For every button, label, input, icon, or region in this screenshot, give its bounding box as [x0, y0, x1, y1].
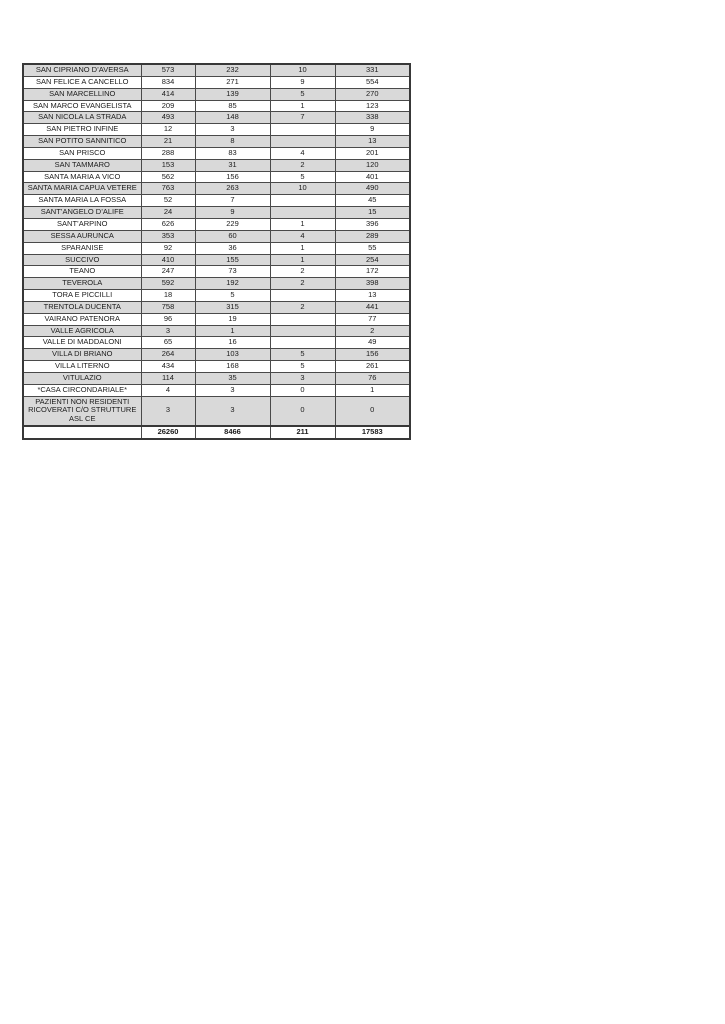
value-cell: 15	[335, 207, 410, 219]
value-cell: 76	[335, 372, 410, 384]
table-row	[23, 100, 410, 112]
table-row	[23, 325, 410, 337]
value-cell: 5	[270, 361, 335, 373]
value-cell: 153	[141, 159, 195, 171]
value-cell: 1	[270, 242, 335, 254]
value-cell: 35	[195, 372, 270, 384]
municipality-name-cell: SANTA MARIA CAPUA VETERE	[23, 183, 141, 195]
value-cell: 289	[335, 230, 410, 242]
value-cell: 398	[335, 278, 410, 290]
value-cell: 434	[141, 361, 195, 373]
value-cell: 2	[270, 301, 335, 313]
value-cell: 13	[335, 136, 410, 148]
value-cell: 4	[270, 147, 335, 159]
value-cell: 5	[195, 290, 270, 302]
value-cell: 1	[270, 254, 335, 266]
table-row	[23, 195, 410, 207]
value-cell	[270, 195, 335, 207]
value-cell: 36	[195, 242, 270, 254]
value-cell: 55	[335, 242, 410, 254]
table-row	[23, 313, 410, 325]
municipality-name-cell: SAN PRISCO	[23, 147, 141, 159]
table-row	[23, 349, 410, 361]
value-cell: 254	[335, 254, 410, 266]
value-cell: 573	[141, 64, 195, 76]
table-row	[23, 396, 410, 426]
table-row	[23, 112, 410, 124]
value-cell: 232	[195, 64, 270, 76]
value-cell: 3	[195, 396, 270, 426]
value-cell	[270, 325, 335, 337]
municipality-name-cell: SAN FELICE A CANCELLO	[23, 76, 141, 88]
value-cell: 0	[335, 396, 410, 426]
value-cell: 9	[195, 207, 270, 219]
value-cell: 156	[335, 349, 410, 361]
totals-value-cell: 211	[270, 426, 335, 439]
value-cell: 4	[270, 230, 335, 242]
value-cell: 3	[141, 396, 195, 426]
value-cell: 7	[195, 195, 270, 207]
value-cell: 493	[141, 112, 195, 124]
municipality-name-cell: SUCCIVO	[23, 254, 141, 266]
table-row	[23, 183, 410, 195]
value-cell: 5	[270, 171, 335, 183]
municipality-name-cell: TEVEROLA	[23, 278, 141, 290]
value-cell: 763	[141, 183, 195, 195]
value-cell: 114	[141, 372, 195, 384]
value-cell: 18	[141, 290, 195, 302]
value-cell: 263	[195, 183, 270, 195]
municipality-name-cell: SAN PIETRO INFINE	[23, 124, 141, 136]
municipality-name-cell: TEANO	[23, 266, 141, 278]
value-cell	[270, 290, 335, 302]
table-row	[23, 278, 410, 290]
municipality-name-cell: SANTA MARIA LA FOSSA	[23, 195, 141, 207]
municipality-name-cell: SAN MARCO EVANGELISTA	[23, 100, 141, 112]
table-row	[23, 254, 410, 266]
value-cell: 396	[335, 218, 410, 230]
totals-value-cell: 26260	[141, 426, 195, 439]
value-cell: 3	[270, 372, 335, 384]
value-cell: 16	[195, 337, 270, 349]
municipality-name-cell: SANTA MARIA A VICO	[23, 171, 141, 183]
value-cell: 77	[335, 313, 410, 325]
municipality-name-cell: SAN CIPRIANO D’AVERSA	[23, 64, 141, 76]
value-cell: 172	[335, 266, 410, 278]
value-cell: 554	[335, 76, 410, 88]
value-cell: 271	[195, 76, 270, 88]
table-row	[23, 218, 410, 230]
table-row	[23, 337, 410, 349]
value-cell	[270, 313, 335, 325]
value-cell: 10	[270, 64, 335, 76]
value-cell	[270, 124, 335, 136]
value-cell: 3	[195, 384, 270, 396]
municipality-name-cell: VALLE AGRICOLA	[23, 325, 141, 337]
table-row	[23, 159, 410, 171]
value-cell: 562	[141, 171, 195, 183]
value-cell: 24	[141, 207, 195, 219]
value-cell: 73	[195, 266, 270, 278]
table-row	[23, 301, 410, 313]
table-row	[23, 230, 410, 242]
value-cell: 13	[335, 290, 410, 302]
municipality-name-cell: SESSA AURUNCA	[23, 230, 141, 242]
value-cell: 201	[335, 147, 410, 159]
value-cell: 52	[141, 195, 195, 207]
value-cell: 331	[335, 64, 410, 76]
value-cell: 60	[195, 230, 270, 242]
value-cell: 21	[141, 136, 195, 148]
municipality-name-cell: VITULAZIO	[23, 372, 141, 384]
value-cell: 270	[335, 88, 410, 100]
municipality-name-cell: VALLE DI MADDALONI	[23, 337, 141, 349]
value-cell: 758	[141, 301, 195, 313]
value-cell: 1	[195, 325, 270, 337]
value-cell: 85	[195, 100, 270, 112]
value-cell: 31	[195, 159, 270, 171]
municipality-name-cell: SANT’ANGELO D’ALIFE	[23, 207, 141, 219]
value-cell: 65	[141, 337, 195, 349]
value-cell: 229	[195, 218, 270, 230]
table-row	[23, 64, 410, 76]
value-cell: 19	[195, 313, 270, 325]
municipality-name-cell: PAZIENTI NON RESIDENTI RICOVERATI C/O STRUTTURE ASL CE	[23, 396, 141, 426]
municipality-name-cell: VAIRANO PATENORA	[23, 313, 141, 325]
value-cell: 410	[141, 254, 195, 266]
value-cell: 338	[335, 112, 410, 124]
totals-empty-cell	[23, 426, 141, 439]
value-cell: 626	[141, 218, 195, 230]
totals-value-cell: 17583	[335, 426, 410, 439]
value-cell: 441	[335, 301, 410, 313]
table-row	[23, 124, 410, 136]
table-row	[23, 171, 410, 183]
municipality-name-cell: *CASA CIRCONDARIALE*	[23, 384, 141, 396]
value-cell: 3	[141, 325, 195, 337]
municipality-name-cell: SANT’ARPINO	[23, 218, 141, 230]
table-row	[23, 384, 410, 396]
value-cell: 168	[195, 361, 270, 373]
value-cell: 156	[195, 171, 270, 183]
value-cell: 92	[141, 242, 195, 254]
table-row	[23, 88, 410, 100]
value-cell: 49	[335, 337, 410, 349]
value-cell: 401	[335, 171, 410, 183]
municipality-name-cell: VILLA LITERNO	[23, 361, 141, 373]
value-cell: 192	[195, 278, 270, 290]
value-cell: 0	[270, 384, 335, 396]
value-cell: 8	[195, 136, 270, 148]
value-cell: 103	[195, 349, 270, 361]
table-row	[23, 290, 410, 302]
value-cell: 1	[270, 218, 335, 230]
municipality-data-table	[22, 63, 411, 440]
value-cell: 0	[270, 396, 335, 426]
value-cell	[270, 136, 335, 148]
municipality-name-cell: VILLA DI BRIANO	[23, 349, 141, 361]
value-cell	[270, 337, 335, 349]
municipality-name-cell: SAN MARCELLINO	[23, 88, 141, 100]
table-row	[23, 372, 410, 384]
value-cell: 288	[141, 147, 195, 159]
value-cell: 96	[141, 313, 195, 325]
value-cell: 261	[335, 361, 410, 373]
value-cell: 5	[270, 88, 335, 100]
value-cell: 148	[195, 112, 270, 124]
value-cell: 5	[270, 349, 335, 361]
value-cell: 9	[270, 76, 335, 88]
value-cell: 139	[195, 88, 270, 100]
value-cell: 7	[270, 112, 335, 124]
table-row	[23, 136, 410, 148]
value-cell: 2	[270, 159, 335, 171]
municipality-name-cell: SAN TAMMARO	[23, 159, 141, 171]
value-cell: 4	[141, 384, 195, 396]
value-cell: 3	[195, 124, 270, 136]
value-cell: 9	[335, 124, 410, 136]
value-cell: 120	[335, 159, 410, 171]
value-cell: 315	[195, 301, 270, 313]
totals-row	[23, 426, 410, 439]
table-row	[23, 207, 410, 219]
table-row	[23, 266, 410, 278]
value-cell: 209	[141, 100, 195, 112]
value-cell: 10	[270, 183, 335, 195]
municipality-name-cell: TRENTOLA DUCENTA	[23, 301, 141, 313]
value-cell: 353	[141, 230, 195, 242]
table-row	[23, 361, 410, 373]
value-cell: 414	[141, 88, 195, 100]
value-cell	[270, 207, 335, 219]
totals-value-cell: 8466	[195, 426, 270, 439]
value-cell: 45	[335, 195, 410, 207]
municipality-name-cell: TORA E PICCILLI	[23, 290, 141, 302]
value-cell: 1	[335, 384, 410, 396]
municipality-name-cell: SPARANISE	[23, 242, 141, 254]
table-row	[23, 242, 410, 254]
value-cell: 247	[141, 266, 195, 278]
value-cell: 2	[270, 266, 335, 278]
value-cell: 834	[141, 76, 195, 88]
value-cell: 155	[195, 254, 270, 266]
value-cell: 12	[141, 124, 195, 136]
value-cell: 1	[270, 100, 335, 112]
value-cell: 2	[335, 325, 410, 337]
value-cell: 264	[141, 349, 195, 361]
value-cell: 83	[195, 147, 270, 159]
value-cell: 592	[141, 278, 195, 290]
municipality-name-cell: SAN NICOLA LA STRADA	[23, 112, 141, 124]
value-cell: 490	[335, 183, 410, 195]
value-cell: 2	[270, 278, 335, 290]
table-row	[23, 147, 410, 159]
table-row	[23, 76, 410, 88]
value-cell: 123	[335, 100, 410, 112]
municipality-name-cell: SAN POTITO SANNITICO	[23, 136, 141, 148]
